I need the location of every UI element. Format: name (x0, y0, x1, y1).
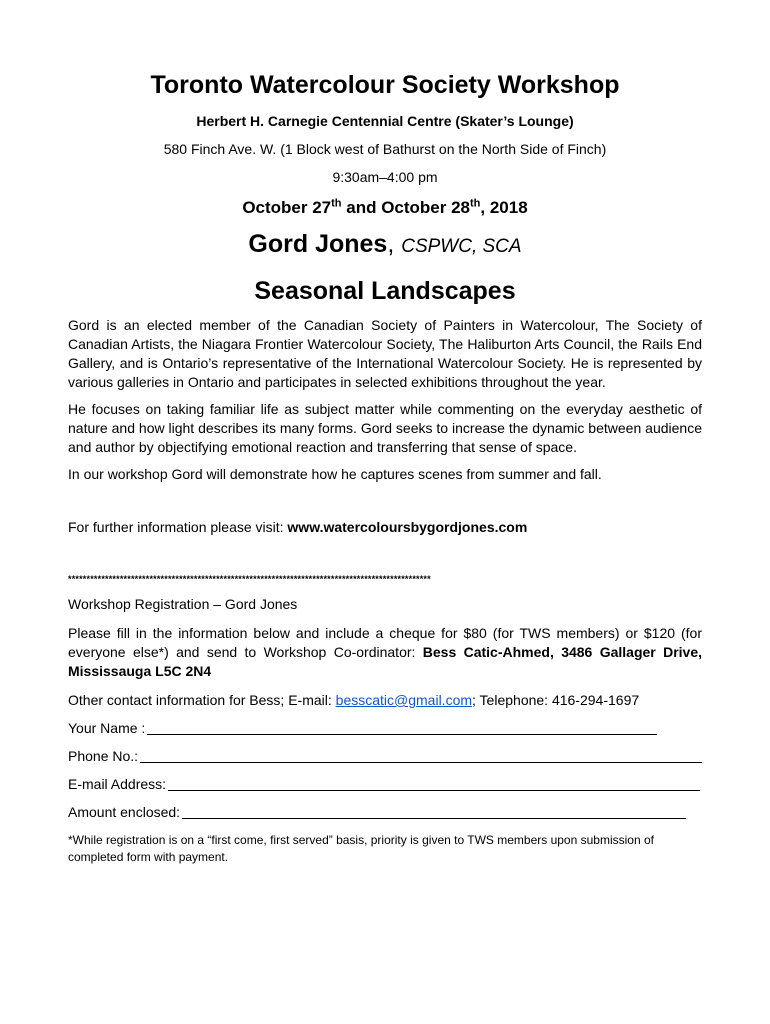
date-part-2: and October 28 (341, 198, 471, 217)
date-part-3: , 2018 (480, 198, 528, 217)
phone-label: Phone No.: (68, 748, 139, 764)
registration-note: *While registration is on a “first come, first served” basis, priority is given to TWS members upon submission of completed form with payment. (68, 833, 654, 864)
dates-line (68, 196, 702, 220)
contact-prefix: Other contact information for Bess; E-mail: (68, 692, 336, 708)
coordinator-address: Bess Catic-Ahmed, 3486 Gallager Drive, Mississauga L5C 2N4 (68, 644, 703, 679)
workshop-paragraph: In our workshop Gord will demonstrate how he captures scenes from summer and fall. (68, 466, 602, 482)
contact-suffix: ; Telephone: 416-294-1697 (472, 692, 640, 708)
registration-instructions-text: Please fill in the information below and include a cheque for $80 (for TWS members) or $120 (for everyone else*) and send to Workshop Co-ordinator: (68, 625, 702, 660)
date-sup-2: th (470, 197, 481, 210)
registration-instructions (68, 624, 702, 681)
email-blank[interactable] (168, 776, 700, 791)
email-field (68, 775, 702, 794)
venue-line: Herbert H. Carnegie Centennial Centre (Skater’s Lounge) (196, 113, 574, 129)
contact-line (68, 691, 702, 710)
artist-comma: , (387, 230, 402, 258)
focus-paragraph: He focuses on taking familiar life as subject matter while commenting on the everyday aesthetic of nature and how light describes its many forms. Gord seeks to increase the dynamic between audience and author by objectifying emotional reaction and transferring that sense of space. (68, 401, 702, 455)
name-field (68, 719, 702, 738)
name-blank[interactable] (147, 720, 657, 735)
amount-field (68, 803, 702, 822)
artist-line (68, 226, 702, 266)
email-link[interactable]: besscatic@gmail.com (335, 692, 473, 708)
email-label: E-mail Address: (68, 776, 167, 792)
further-info-prefix: For further information please visit: (68, 519, 288, 535)
amount-label: Amount enclosed: (68, 804, 181, 820)
date-part-1: October 27 (242, 198, 332, 217)
registration-title: Workshop Registration – Gord Jones (68, 596, 298, 612)
artist-name: Gord Jones (248, 230, 388, 258)
artist-credentials: CSPWC, SCA (401, 236, 522, 257)
phone-field (68, 747, 702, 766)
date-sup-1: th (331, 197, 342, 210)
phone-blank[interactable] (140, 748, 702, 763)
separator: ************************************************************************************************** (68, 574, 431, 584)
amount-blank[interactable] (182, 804, 686, 819)
address-line: 580 Finch Ave. W. (1 Block west of Bathurst on the North Side of Finch) (163, 141, 607, 157)
website-link[interactable]: www.watercoloursbygordjones.com (287, 519, 528, 535)
document-title: Toronto Watercolour Society Workshop (150, 71, 620, 99)
time-line: 9:30am–4:00 pm (332, 169, 438, 185)
name-label: Your Name : (68, 720, 146, 736)
document-page (68, 68, 702, 866)
workshop-title: Seasonal Landscapes (254, 277, 516, 305)
further-info-line (68, 518, 702, 537)
bio-paragraph: Gord is an elected member of the Canadian Society of Painters in Watercolour, The Society of Canadian Artists, the Niagara Frontier Watercolour Society, The Haliburton Arts Council, the Rails End Gallery, and is Ontario’s representative of the International Watercolour Society. He is represented by various galleries in Ontario and participates in selected exhibitions throughout the year. (68, 317, 702, 390)
